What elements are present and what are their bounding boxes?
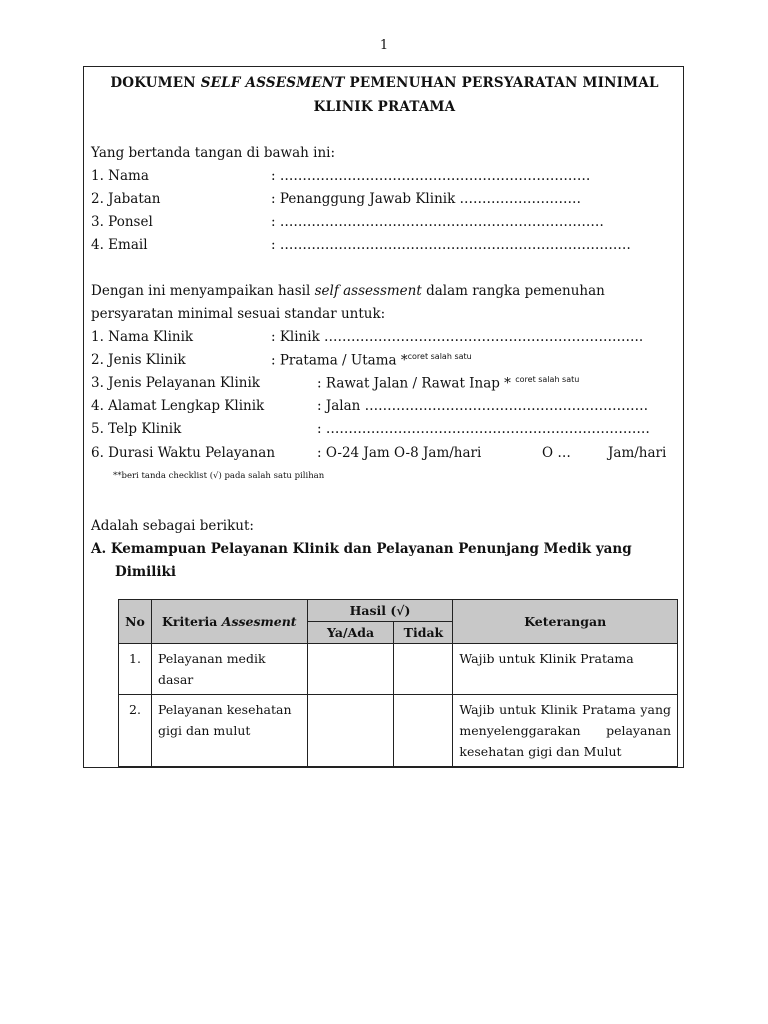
header-no: No bbox=[119, 600, 152, 644]
row-ya-cell[interactable] bbox=[307, 695, 394, 767]
document-title-line2: KLINIK PRATAMA bbox=[313, 99, 456, 115]
field-nama-klinik-label: 1. Nama Klinik bbox=[91, 329, 194, 345]
field-durasi-options: : O-24 Jam O-8 Jam/hari bbox=[317, 445, 482, 461]
row-keterangan: Wajib untuk Klinik Pratama yang menyelenggarakan pelayanan kesehatan gigi dan Mulut bbox=[453, 695, 678, 767]
follows-text: Adalah sebagai berikut: bbox=[91, 518, 254, 534]
statement-line2: persyaratan minimal sesuai standar untuk: bbox=[91, 306, 386, 322]
row-no: 2. bbox=[119, 695, 152, 767]
table-header-row bbox=[119, 600, 678, 622]
field-email-label: 4. Email bbox=[91, 237, 148, 253]
header-keterangan: Keterangan bbox=[453, 600, 678, 644]
row-no: 1. bbox=[119, 644, 152, 695]
statement-line1: Dengan ini menyampaikan hasil self assessment dalam rangka pemenuhan bbox=[91, 283, 605, 299]
intro-text: Yang bertanda tangan di bawah ini: bbox=[91, 145, 336, 161]
row-tidak-cell[interactable] bbox=[394, 695, 453, 767]
header-ya: Ya/Ada bbox=[307, 622, 394, 644]
page-number: 1 bbox=[379, 38, 389, 53]
document-frame bbox=[83, 66, 684, 768]
header-tidak: Tidak bbox=[394, 622, 453, 644]
field-nama-klinik-value: : Klinik …………………………………………………………….. bbox=[271, 329, 644, 345]
table-row bbox=[119, 644, 678, 695]
field-durasi-unit: Jam/hari bbox=[608, 445, 667, 461]
header-kriteria: Kriteria Assesment bbox=[151, 600, 307, 644]
field-alamat-value: : Jalan ……………………………………………………… bbox=[317, 398, 649, 414]
row-ya-cell[interactable] bbox=[307, 644, 394, 695]
field-nama-label: 1. Nama bbox=[91, 168, 149, 184]
document-title-line1: DOKUMEN SELF ASSESMENT PEMENUHAN PERSYARATAN MINIMAL bbox=[110, 75, 659, 91]
field-telp-value: : ……………………………………………………………… bbox=[317, 421, 650, 437]
field-jenis-pelayanan-value: : Rawat Jalan / Rawat Inap * $^{coret salah satu}$ bbox=[317, 375, 580, 392]
field-jenis-klinik-label: 2. Jenis Klinik bbox=[91, 352, 186, 368]
field-alamat-label: 4. Alamat Lengkap Klinik bbox=[91, 398, 265, 414]
checklist-note: **beri tanda checklist (√) pada salah satu pilihan bbox=[113, 471, 325, 481]
section-a-heading: A. Kemampuan Pelayanan Klinik dan Pelayanan Penunjang Medik yang bbox=[91, 541, 632, 557]
field-email-value: : …………………………………………………………………… bbox=[271, 237, 631, 253]
footnote-marker: coret salah satu bbox=[515, 375, 580, 384]
criteria-table bbox=[118, 599, 678, 767]
field-ponsel-label: 3. Ponsel bbox=[91, 214, 153, 230]
field-ponsel-value: : ……………………………………………………………… bbox=[271, 214, 604, 230]
field-jenis-pelayanan-label: 3. Jenis Pelayanan Klinik bbox=[91, 375, 260, 391]
field-nama-value: : …………………………………………………………… bbox=[271, 168, 591, 184]
row-keterangan: Wajib untuk Klinik Pratama bbox=[453, 644, 678, 695]
field-durasi-other: O … bbox=[542, 445, 571, 461]
header-hasil: Hasil (√) bbox=[307, 600, 453, 622]
row-kriteria: Pelayanan medik dasar bbox=[151, 644, 307, 695]
section-a-heading-cont: Dimiliki bbox=[115, 564, 176, 580]
field-telp-label: 5. Telp Klinik bbox=[91, 421, 182, 437]
row-tidak-cell[interactable] bbox=[394, 644, 453, 695]
field-durasi-label: 6. Durasi Waktu Pelayanan bbox=[91, 445, 276, 461]
row-kriteria: Pelayanan kesehatan gigi dan mulut bbox=[151, 695, 307, 767]
footnote-marker: coret salah satu bbox=[407, 352, 472, 361]
field-jabatan-label: 2. Jabatan bbox=[91, 191, 161, 207]
table-row bbox=[119, 695, 678, 767]
field-jabatan-value: : Penanggung Jawab Klinik ……………………… bbox=[271, 191, 582, 207]
field-jenis-klinik-value: : Pratama / Utama *$^{coret salah satu}$ bbox=[271, 352, 472, 369]
